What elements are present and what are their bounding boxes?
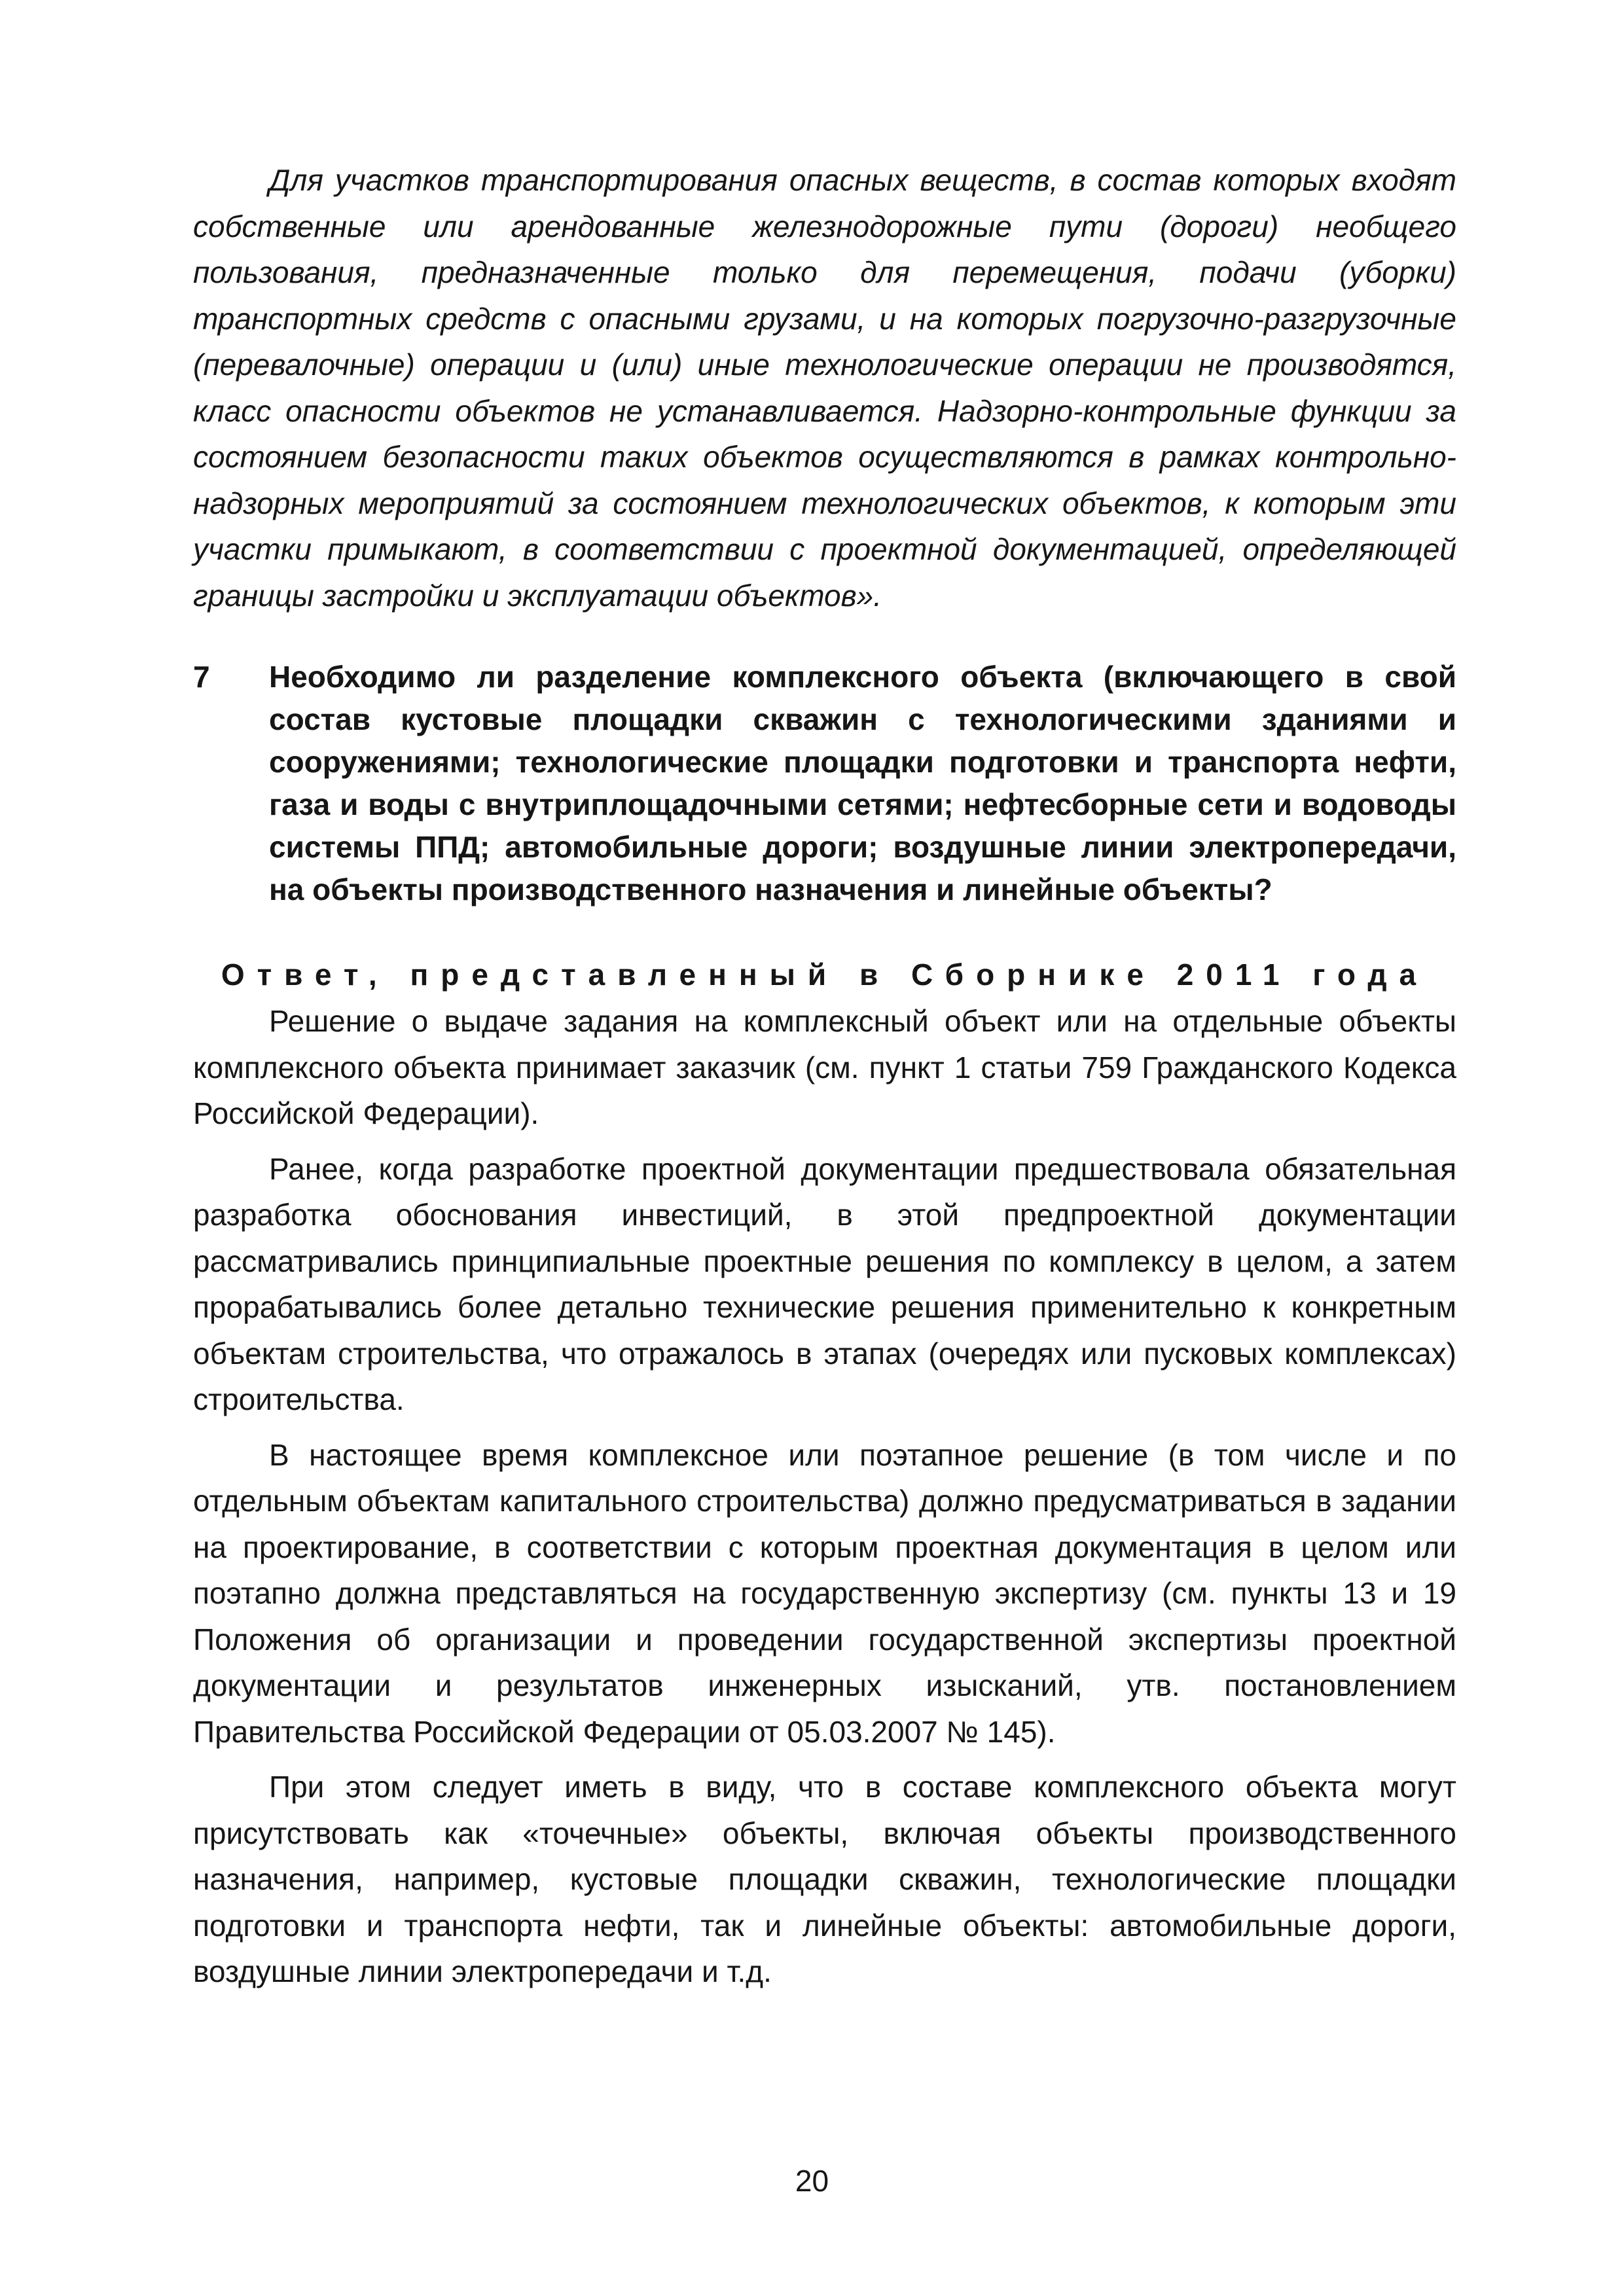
page-content [193,157,1456,1995]
quoted-regulation-paragraph: Для участков транспортирования опасных веществ, в состав которых входят собственные или арендованные железнодорожные пути (дороги) необщего пользования, предназначенные только для перемещения, подачи (уборки) транспортных средств с опасными грузами, и на которых погрузочно-разгрузочные (перевалочные) операции и (или) иные технологические операции не производятся, класс опасности объектов не устанавливается. Надзорно-контрольные функции за состоянием безопасности таких объектов осуществляются в рамках контрольно-надзорных мероприятий за состоянием технологических объектов, к которым эти участки примыкают, в соответствии с проектной документацией, определяющей границы застройки и эксплуатации объектов». [193,163,1456,613]
page-number: 20 [795,2164,829,2198]
answer-heading: Ответ, представленный в Сборнике 2011 года [221,958,1429,992]
question-block [193,656,1456,911]
question-text: Необходимо ли разделение комплексного объекта (включающего в свой состав кустовые площадки скважин с технологическими зданиями и сооружениями; технологические площадки подготовки и транспорта нефти, газа и воды с внутриплощадочными сетями; нефтесборные сети и водоводы системы ППД; автомобильные дороги; воздушные линии электропередачи, на объекты производственного назначения и линейные объекты? [269,660,1456,906]
answer-paragraph: Ранее, когда разработке проектной документации предшествовала обязательная разработка обоснования инвестиций, в этой предпроектной документации рассматривались принципиальные проектные решения по комплексу в целом, а затем прорабатывались более детально технические решения применительно к конкретным объектам строительства, что отражалось в этапах (очередях или пусковых комплексах) строительства. [193,1151,1456,1416]
answer-paragraph: Решение о выдаче задания на комплексный объект или на отдельные объекты комплексного объекта принимает заказчик (см. пункт 1 статьи 759 Гражданского Кодекса Российской Федерации). [193,1004,1456,1130]
answer-paragraph: В настоящее время комплексное или поэтапное решение (в том числе и по отдельным объектам капитального строительства) должно предусматриваться в задании на проектирование, в соответствии с которым проектная документация в целом или поэтапно должна представляться на государственную экспертизу (см. пункты 13 и 19 Положения об организации и проведении государственной экспертизы проектной документации и результатов инженерных изысканий, утв. постановлением Правительства Российской Федерации от 05.03.2007 № 145). [193,1437,1456,1749]
question-number: 7 [193,660,210,694]
answer-paragraph: При этом следует иметь в виду, что в составе комплексного объекта могут присутствовать как «точечные» объекты, включая объекты производственного назначения, например, кустовые площадки скважин, технологические площадки подготовки и транспорта нефти, так и линейные объекты: автомобильные дороги, воздушные линии электропередачи и т.д. [193,1770,1456,1988]
